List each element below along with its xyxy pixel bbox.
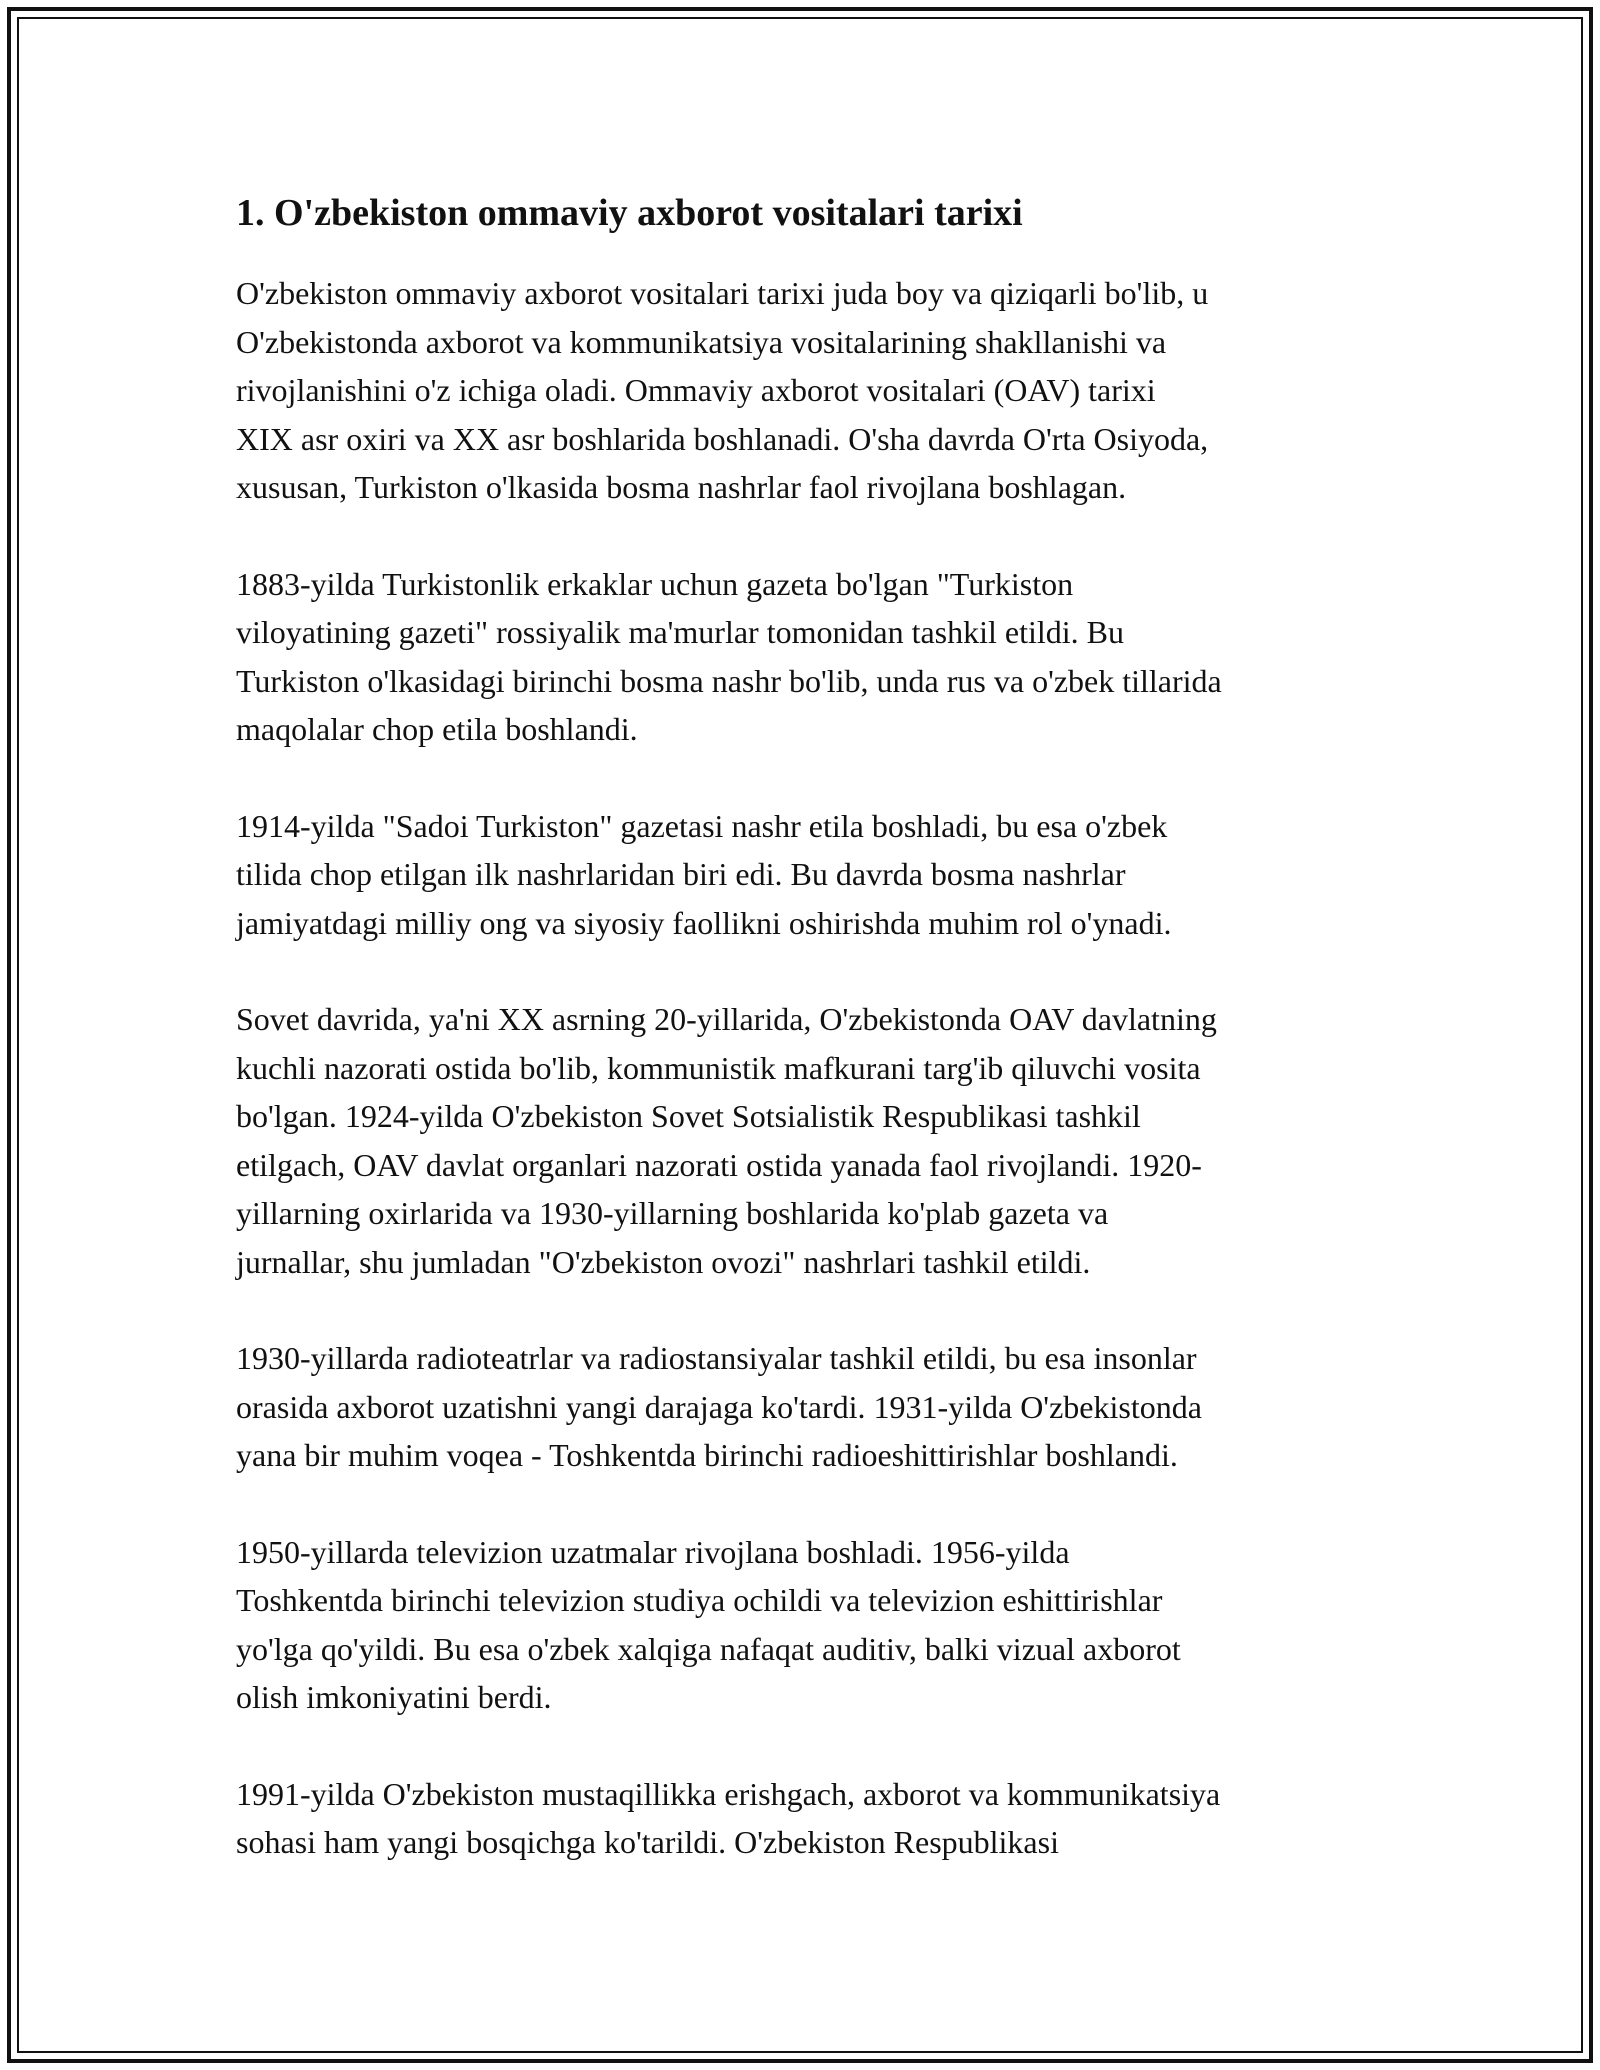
paragraph-soviet-era: Sovet davrida, ya'ni XX asrning 20-yillarida, O'zbekistonda OAV davlatning kuchli nazorati ostida bo'lib, kommunistik mafkurani targ'ib qiluvchi vosita bo'lgan. 1924-yilda O'zbekiston Sovet Sotsialistik Respublikasi tashkil etilgach, OAV davlat organlari nazorati ostida yanada faol rivojlandi. 1920- yillarning oxirlarida va 1930-yillarning boshlarida ko'plab gazeta va jurnallar, shu jumladan "O'zbekiston ovozi" nashrlari tashkil etildi. — [236, 1001, 1217, 1280]
paragraph-1883: 1883-yilda Turkistonlik erkaklar uchun gazeta bo'lgan "Turkiston viloyatining gazeti" rossiyalik ma'murlar tomonidan tashkil etildi. Bu Turkiston o'lkasidagi birinchi bosma nashr bo'lib, unda rus va o'zbek tillarida maqolalar chop etila boshlandi. — [236, 565, 1222, 747]
paragraph-1930s-radio: 1930-yillarda radioteatrlar va radiostansiyalar tashkil etildi, bu esa insonlar orasida axborot uzatishni yangi darajaga ko'tardi. 1931-yilda O'zbekistonda yana bir muhim voqea - Toshkentda birinchi radioeshittirishlar boshlandi. — [236, 1340, 1202, 1473]
paragraph-intro: O'zbekiston ommaviy axborot vositalari tarixi juda boy va qiziqarli bo'lib, u O'zbekistonda axborot va kommunikatsiya vositalarining shakllanishi va rivojlanishini o'z ichiga oladi. Ommaviy axborot vositalari (OAV) tarixi XIX asr oxiri va XX asr boshlarida boshlanadi. O'sha davrda O'rta Osiyoda, xususan, Turkiston o'lkasida bosma nashrlar faol rivojlana boshlagan. — [236, 275, 1209, 505]
section-heading: 1. O'zbekiston ommaviy axborot vositalari tarixi — [236, 192, 1023, 234]
paragraph-1950s-television: 1950-yillarda televizion uzatmalar rivojlana boshladi. 1956-yilda Toshkentda birinchi televizion studiya ochildi va televizion eshittirishlar yo'lga qo'yildi. Bu esa o'zbek xalqiga nafaqat auditiv, balki vizual axborot olish imkoniyatini berdi. — [236, 1533, 1181, 1715]
document-body — [236, 185, 1376, 1915]
paragraph-1914: 1914-yilda "Sadoi Turkiston" gazetasi nashr etila boshladi, bu esa o'zbek tilida chop etilgan ilk nashrlaridan biri edi. Bu davrda bosma nashrlar jamiyatdagi milliy ong va siyosiy faollikni oshirishda muhim rol o'ynadi. — [236, 807, 1172, 941]
paragraph-1991-independence: 1991-yilda O'zbekiston mustaqillikka erishgach, axborot va kommunikatsiya sohasi ham yangi bosqichga ko'tarildi. O'zbekiston Respublikasi — [236, 1775, 1221, 1860]
